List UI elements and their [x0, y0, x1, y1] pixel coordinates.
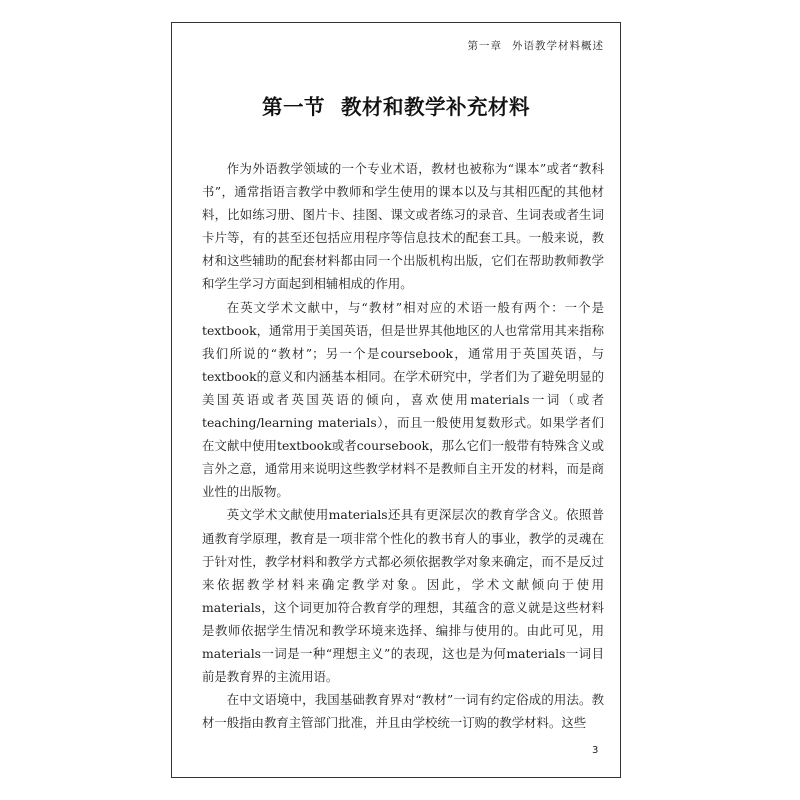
paragraph-2: 在英文学术文献中，与“教材”相对应的术语一般有两个：一个是textbook，通常用于美国英语，但是世界其他地区的人也常常用其来指称我们所说的“教材”；另一个是coursebook，通常用于英国英语，与textbook的意义和内涵基本相同。在学术研究中，学者们为了避免明显的美国英语或者英国英语的倾向，喜欢使用materials一词（或者teaching/learning materials），而且一般使用复数形式。如果学者们在文献中使用textbook或者coursebook，那么它们一般带有特殊含义或言外之意，通常用来说明这些教学材料不是教师自主开发的材料，而是商业性的出版物。 [202, 299, 604, 500]
body-text [202, 157, 604, 734]
chapter-title: 外语教学材料概述 [512, 40, 604, 52]
page-number: 3 [592, 745, 599, 756]
paragraph-4: 在中文语境中，我国基础教育界对“教材”一词有约定俗成的用法。教材一般指由教育主管部门批准，并且由学校统一订购的教学材料。这些 [202, 692, 604, 731]
chapter-number: 第一章 [467, 40, 502, 52]
section-title [171, 90, 621, 120]
paragraph-3: 英文学术文献使用materials还具有更深层次的教育学含义。依照普通教育学原理，教育是一项非常个性化的教书育人的事业，教学的灵魂在于针对性，教学材料和教学方式都必须依据教学对象来确定，而不是反过来依据教学材料来确定教学对象。因此，学术文献倾向于使用materials，这个词更加符合教育学的理想，其蕴含的意义就是这些材料是教师依据学生情况和教学环境来选择、编排与使用的。由此可见，用materials一词是一种“理想主义”的表现，这也是为何materials一词目前是教育界的主流用语。 [202, 507, 604, 685]
paragraph-1: 作为外语教学领域的一个专业术语，教材也被称为“课本”或者“教科书”，通常指语言教学中教师和学生使用的课本以及与其相匹配的其他材料，比如练习册、图片卡、挂图、课文或者练习的录音、生词表或者生词卡片等，有的甚至还包括应用程序等信息技术的配套工具。一般来说，教材和这些辅助的配套材料都由同一个出版机构出版，它们在帮助教师教学和学生学习方面起到相辅相成的作用。 [202, 161, 604, 292]
section-number: 第一节 [262, 95, 325, 119]
section-heading: 教材和教学补充材料 [341, 95, 530, 119]
running-header [468, 38, 605, 53]
